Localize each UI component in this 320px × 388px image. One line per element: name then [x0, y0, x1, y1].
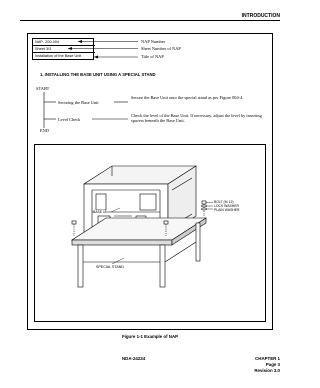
callout-sheet-number: Sheet Number of NAP: [141, 46, 181, 51]
nap-title-cell: Installation of the Base Unit: [35, 54, 82, 58]
footer-revision: Revision 3.0: [254, 368, 280, 373]
step-text-securing: Secure the Base Unit onto the special stand as per Figure 004-4.: [131, 95, 244, 100]
doc-number: NDA-24234: [122, 356, 146, 361]
label-lock-washer: LOCK WASHER: [214, 204, 239, 208]
flow-start: START: [36, 86, 50, 91]
footer-chapter: CHAPTER 1: [255, 356, 280, 361]
label-special-stand: SPECIAL STAND: [96, 265, 124, 269]
label-plain-washer: PLAIN WASHER: [214, 208, 240, 212]
sheet-number-cell: Sheet 3/3: [33, 46, 95, 53]
step-text-level-check: Check the level of the Base Unit. If necessary, adjust the level by inserting spacers beneath the Base Unit.: [131, 113, 262, 124]
step-name-securing: Securing the Base Unit: [58, 100, 99, 105]
callout-nap-number: NAP Number: [141, 39, 166, 44]
figure-caption: Figure 1-1 Example of NAP: [121, 334, 179, 339]
nap-number-cell: NAP- 200-004: [33, 39, 95, 46]
label-base-unit: BASE U: [93, 210, 106, 214]
label-bolt: BOLT (M-12): [214, 200, 234, 204]
procedure-heading: 1. INSTALLING THE BASE UNIT USING A SPECIAL STAND: [40, 72, 156, 77]
section-header: INTRODUCTION: [241, 13, 280, 19]
callout-nap-title: Title of NAP: [141, 54, 164, 59]
flow-end: END: [40, 128, 50, 133]
footer-page: Page 3: [265, 362, 280, 367]
step-name-level-check: Level Check: [58, 117, 81, 122]
